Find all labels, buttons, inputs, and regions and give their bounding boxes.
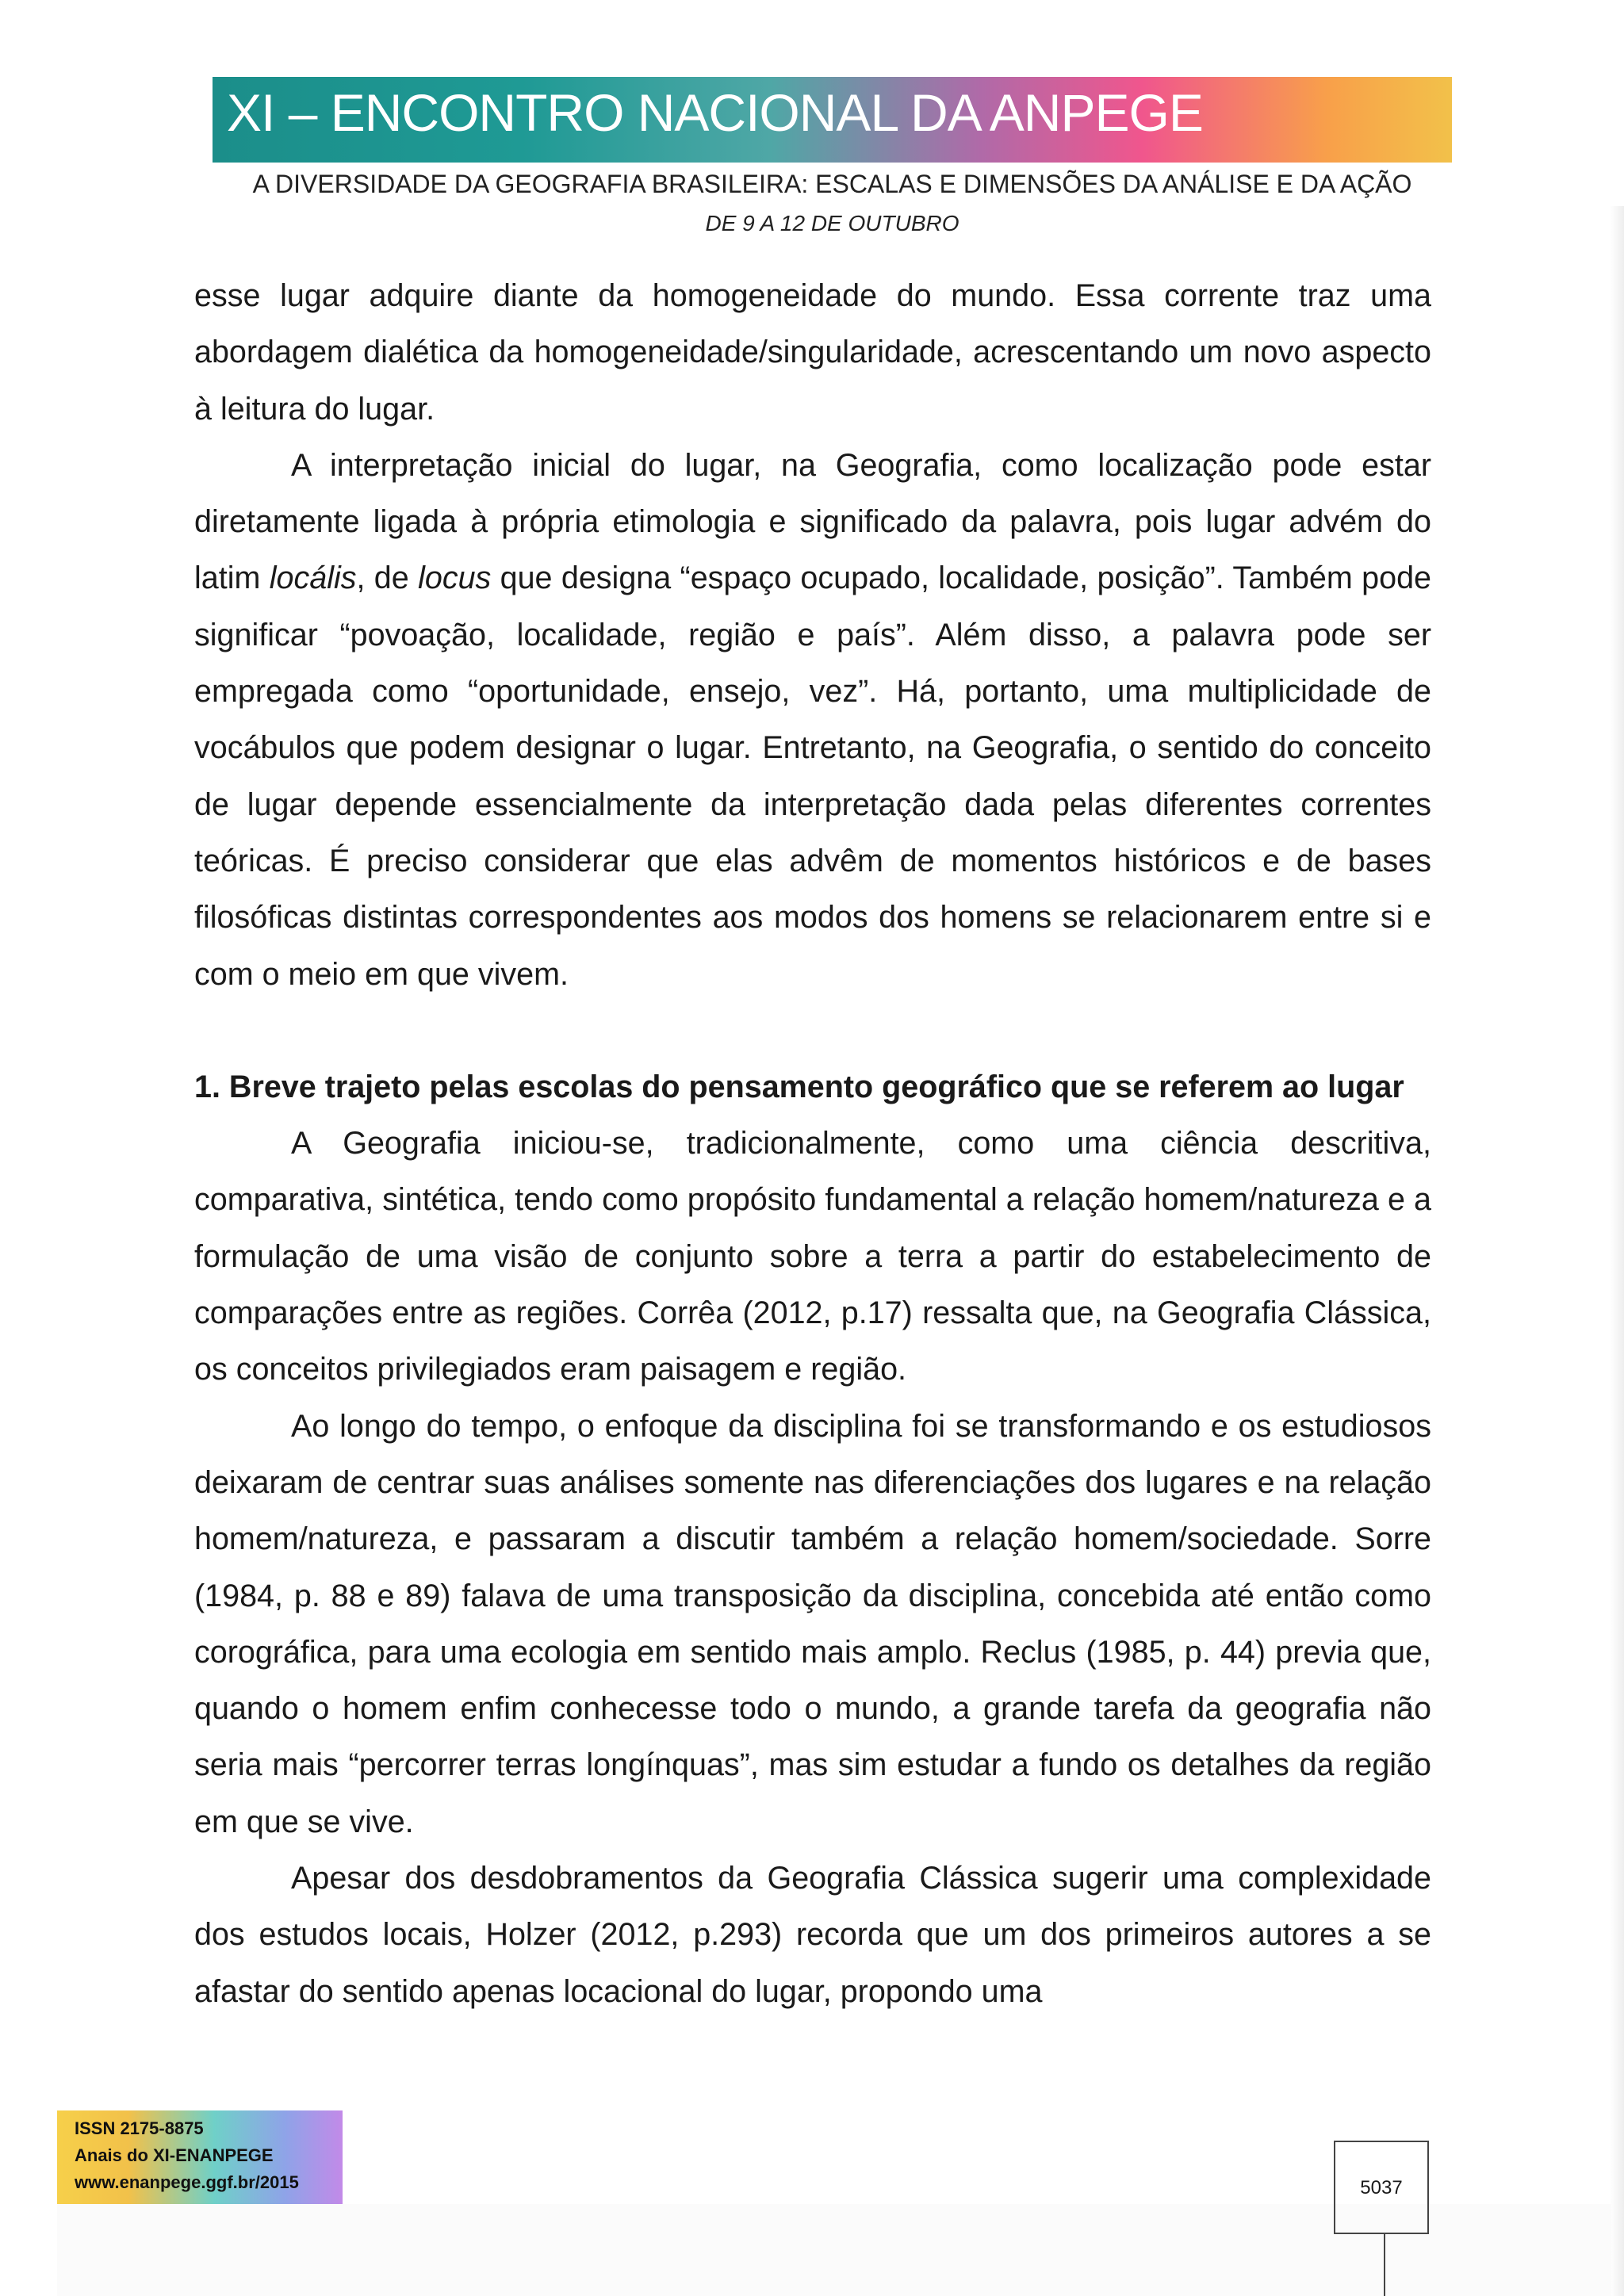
paragraph-2-part-b: , de xyxy=(356,561,419,596)
issn-text: ISSN 2175-8875 xyxy=(75,2118,204,2138)
paragraph-5: Apesar dos desdobramentos da Geografia Clássica sugerir uma complexidade dos estudos locais, Holzer (2012, p.293) recorda que um dos primeiros autores a se afastar do sentido apenas locacional do lugar, propondo uma xyxy=(194,1861,1431,2009)
website-text: www.enanpege.ggf.br/2015 xyxy=(75,2172,299,2192)
conference-title: XI – ENCONTRO NACIONAL DA ANPEGE xyxy=(227,83,1203,142)
header-banner xyxy=(213,77,1452,163)
paragraph-2-part-a: A interpretação inicial do lugar, na Geografia, como localização pode estar diretamente ligada à própria etimologia e significado da palavra, pois lugar advém do latim xyxy=(194,447,1431,596)
article-body xyxy=(194,268,1431,2020)
paragraph-1: esse lugar adquire diante da homogeneidade do mundo. Essa corrente traz uma abordagem dialética da homogeneidade/singularidade, acrescentando um novo aspecto à leitura do lugar. xyxy=(194,278,1431,427)
term-locus: locus xyxy=(418,561,492,596)
paragraph-2 xyxy=(194,438,1431,1003)
page-number-rule xyxy=(1384,2234,1385,2296)
conference-dates: DE 9 A 12 DE OUTUBRO xyxy=(705,211,959,235)
page-number-box xyxy=(1334,2141,1429,2234)
paragraph-2-part-c: que designa “espaço ocupado, localidade, posição”. Também pode significar “povoação, localidade, região e país”. Além disso, a palavra pode ser empregada como “oportunidade, ensejo, vez”. Há, portanto, uma multiplicidade de vocábulos que podem designar o lugar. Entretanto, na Geografia, o sentido do conceito de lugar depende essencialmente da interpretação dada pelas diferentes correntes teóricas. É preciso considerar que elas advêm de momentos históricos e de bases filosóficas distintas correspondentes aos modos dos homens se relacionarem entre si e com o meio em que vivem. xyxy=(194,561,1432,992)
term-localis: locális xyxy=(269,561,357,596)
conference-subtitle: A DIVERSIDADE DA GEOGRAFIA BRASILEIRA: ESCALAS E DIMENSÕES DA ANÁLISE E DA AÇÃO xyxy=(252,170,1412,198)
page-edge-shadow xyxy=(1610,206,1624,2296)
issn-badge xyxy=(57,2110,343,2204)
paragraph-3: A Geografia iniciou-se, tradicionalmente, como uma ciência descritiva, comparativa, sintética, tendo como propósito fundamental a relação homem/natureza e a formulação de uma visão de conjunto sobre a terra a partir do estabelecimento de comparações entre as regiões. Corrêa (2012, p.17) ressalta que, na Geografia Clássica, os conceitos privilegiados eram paisagem e região. xyxy=(194,1126,1431,1387)
page-number: 5037 xyxy=(1360,2177,1403,2198)
section-heading: 1. Breve trajeto pelas escolas do pensamento geográfico que se referem ao lugar xyxy=(194,1069,1404,1104)
paragraph-4: Ao longo do tempo, o enfoque da disciplina foi se transformando e os estudiosos deixaram de centrar suas análises somente nas diferenciações dos lugares e na relação homem/natureza, e passaram a discutir também a relação homem/sociedade. Sorre (1984, p. 88 e 89) falava de uma transposição da disciplina, concebida até então como corográfica, para uma ecologia em sentido mais amplo. Reclus (1985, p. 44) previa que, quando o homem enfim conhecesse todo o mundo, a grande tarefa da geografia não seria mais “percorrer terras longínquas”, mas sim estudar a fundo os detalhes da região em que se vive. xyxy=(194,1408,1431,1839)
anais-text: Anais do XI-ENANPEGE xyxy=(75,2145,274,2165)
